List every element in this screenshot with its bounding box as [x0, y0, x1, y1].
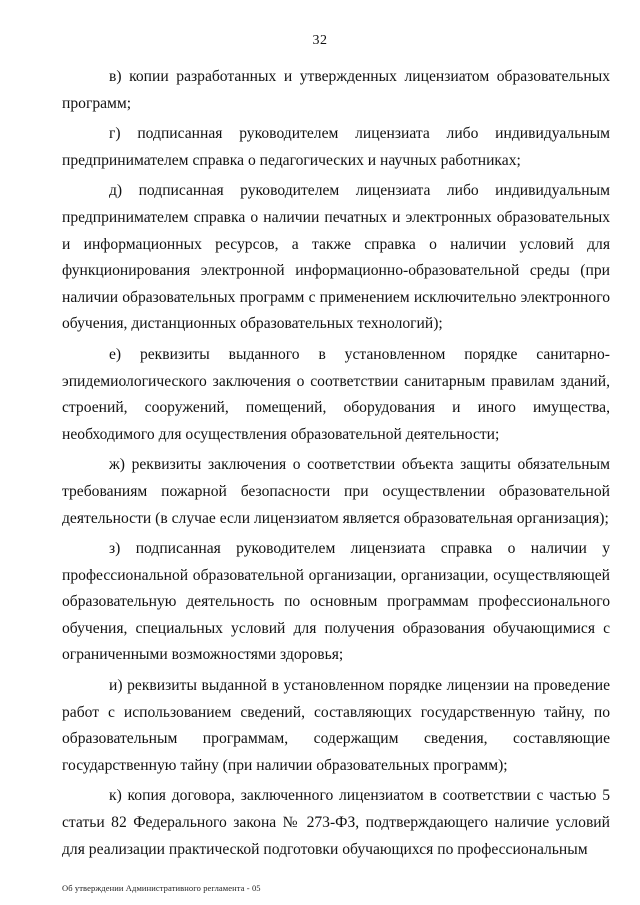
paragraph-e: е) реквизиты выданного в установленном порядке санитарно-эпидемиологического заключения о соответствии санитарным правилам зданий, строений, сооружений, помещений, оборудования и иного имущества, необходимого для осуществления образовательной деятельности;: [62, 345, 610, 443]
paragraph-z: з) подписанная руководителем лицензиата справка о наличии у профессиональной образовательной организации, организации, осуществляющей образовательную деятельность по основным программам профессионального обучения, специальных условий для получения образования обучающимися с ограниченными возможностями здоровья;: [62, 540, 610, 664]
paragraph-v: в) копии разработанных и утвержденных лицензиатом образовательных программ;: [62, 68, 610, 112]
paragraph-i: и) реквизиты выданной в установленном порядке лицензии на проведение работ с использованием сведений, составляющих государственную тайну, по образовательным программам, содержащим сведения, составляющие государственную тайну (при наличии образовательных программ);: [62, 677, 610, 774]
paragraph-zh: ж) реквизиты заключения о соответствии объекта защиты обязательным требованиям пожарной безопасности при осуществлении образовательной деятельности (в случае если лицензиатом является образовательная организация);: [62, 456, 610, 527]
paragraph-k: к) копия договора, заключенного лицензиатом в соответствии с частью 5 статьи 82 Федерального закона № 273-ФЗ, подтверждающего наличие условий для реализации практической подготовки обучающихся по профессиональным: [62, 787, 610, 858]
document-body: [62, 64, 610, 867]
paragraph-g: г) подписанная руководителем лицензиата либо индивидуальным предпринимателем справка о педагогических и научных работниках;: [62, 125, 610, 169]
paragraph-d: д) подписанная руководителем лицензиата либо индивидуальным предпринимателем справка о наличии печатных и электронных образовательных и информационных ресурсов, а также справка о наличии условий для функционирования электронной информационно-образовательной среды (при наличии образовательных программ с применением исключительно электронного обучения, дистанционных образовательных технологий);: [62, 182, 610, 333]
page-number: 32: [312, 33, 328, 48]
page-footer: Об утверждении Административного регламента - 05: [62, 883, 261, 893]
